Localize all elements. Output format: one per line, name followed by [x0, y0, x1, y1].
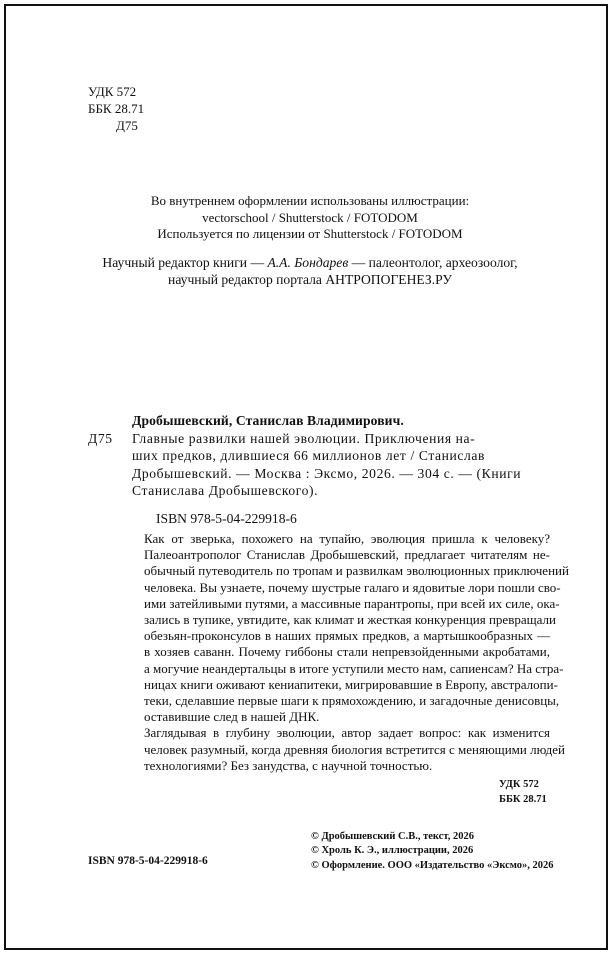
- annotation-paragraph-1: [130, 531, 569, 725]
- bib-author: Дробышевский, Станислав Владимирович.: [132, 413, 404, 428]
- bib-isbn: ISBN 978-5-04-229918-6: [156, 510, 297, 526]
- bib-line: Станислава Дробышевского).: [132, 483, 319, 498]
- footer-classification: [499, 778, 547, 807]
- annotation-line: Палеоантрополог Станислав Дробышевский, предлагает читателям не-: [144, 547, 550, 563]
- footer-isbn: ISBN 978-5-04-229918-6: [88, 855, 208, 867]
- annotation-line: человек разумный, когда древняя биология встретится с меняющими людей: [144, 741, 565, 757]
- bib-description: [88, 430, 558, 500]
- author-mark: Д75: [116, 118, 138, 133]
- annotation-line: в хозяев саванн. Почему гиббоны стали непревзойденными акробатами,: [144, 644, 550, 660]
- bib-line: ших предков, длившиеся 66 миллионов лет / Станислав: [132, 448, 486, 463]
- udk-code: УДК 572: [88, 84, 137, 99]
- bbk-code: ББК 28.71: [88, 101, 145, 116]
- annotation-line: Заглядывая в глубину эволюции, автор задает вопрос: как изменится: [144, 725, 550, 741]
- annotation-line: Как от зверька, похожего на тупайю, эволюция пришла к человеку?: [144, 531, 550, 546]
- annotation-line: человека. Вы узнаете, почему шустрые галаго и ядовитые лори пошли сво-: [144, 579, 561, 595]
- copyright-line: © Оформление. ООО «Издательство «Эксмо», 2026: [311, 859, 554, 871]
- annotation-line: обычный путеводитель по тропам и развилкам эволюционных приключений: [144, 563, 569, 579]
- annotation-line: ими затейливыми путями, а массивные парантропы, при всей их силе, ока-: [144, 595, 560, 611]
- editor-prefix: Научный редактор книги —: [102, 255, 268, 270]
- annotation: [130, 531, 569, 774]
- annotation-line: ницах книги оживают кениапитеки, мигрировавшие в Европу, австралопи-: [144, 676, 558, 692]
- copyright-block: [311, 830, 554, 873]
- copyright-line: © Хроль К. Э., иллюстрации, 2026: [311, 845, 474, 857]
- editor-suffix: — палеонтолог, археозоолог,: [348, 255, 518, 270]
- bib-line: Дробышевский. — Москва : Эксмо, 2026. — 304 с. — (Книги: [132, 465, 522, 481]
- copyright-line: © Дробышевский С.В., текст, 2026: [311, 831, 474, 842]
- annotation-line: оставившие след в нашей ДНК.: [144, 709, 320, 725]
- editor-line-1: [60, 254, 560, 271]
- illustrations-line-3: Используется по лицензии от Shutterstock / FOTODOM: [157, 226, 463, 241]
- bib-line: Главные развилки нашей эволюции. Приключения на-: [132, 430, 476, 446]
- illustrations-line-1: Во внутреннем оформлении использованы иллюстрации:: [150, 193, 470, 208]
- illustrations-line-2: vectorschool / Shutterstock / FOTODOM: [202, 209, 418, 225]
- annotation-line: а могучие неандертальцы в итоге уступили место нам, сапиенсам? На стра-: [144, 660, 564, 676]
- footer-udk: УДК 572: [499, 779, 539, 790]
- editor-line-2: научный редактор портала АНТРОПОГЕНЕЗ.РУ: [168, 272, 452, 287]
- illustrations-credit: [60, 193, 560, 243]
- scientific-editor: [60, 254, 560, 288]
- bibliographic-record: [88, 412, 558, 527]
- annotation-paragraph-2: [130, 725, 565, 774]
- editor-name: А.А. Бондарев: [267, 255, 349, 270]
- annotation-line: обезьян-проконсулов в наших прямых предков, а мартышкообразных —: [144, 628, 550, 644]
- classification-block: [88, 83, 144, 134]
- bib-author-mark: Д75: [88, 430, 113, 446]
- footer-bbk: ББК 28.71: [499, 793, 547, 805]
- annotation-line: теки, сделавшие первые шаги к прямохождению, и загадочные денисовцы,: [144, 693, 560, 709]
- annotation-line: технологиями? Без занудства, с научной точностью.: [144, 757, 433, 773]
- annotation-line: зались в тупике, увтидите, как климат и жесткая конкуренция превращали: [144, 612, 556, 628]
